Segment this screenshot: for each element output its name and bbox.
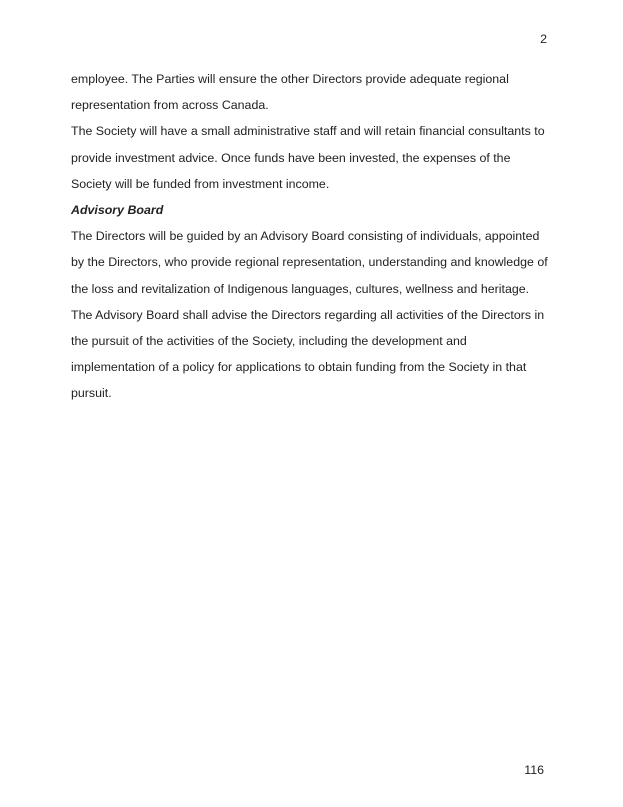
text-line: representation from across Canada. [71, 98, 269, 113]
text-line: pursuit. [71, 386, 112, 401]
text-line: The Society will have a small administrative staff and will retain financial consultants to [71, 124, 545, 139]
text-line: employee. The Parties will ensure the other Directors provide adequate regional [71, 72, 509, 86]
section-heading-advisory-board [71, 197, 571, 223]
page-number-bottom: 116 [524, 763, 544, 777]
text-line: the loss and revitalization of Indigenous languages, cultures, wellness and heritage. [71, 281, 530, 296]
text-line: Society will be funded from investment income. [71, 176, 330, 191]
document-body [71, 66, 571, 406]
paragraph [71, 66, 571, 118]
section-heading-text: Advisory Board [71, 202, 164, 217]
text-line: the pursuit of the activities of the Society, including the development and [71, 333, 467, 348]
text-line: The Advisory Board shall advise the Directors regarding all activities of the Directors in [71, 307, 545, 322]
paragraph [71, 118, 571, 197]
text-line: implementation of a policy for applications to obtain funding from the Society in that [71, 360, 527, 375]
text-line: The Directors will be guided by an Advisory Board consisting of individuals, appointed [71, 229, 540, 244]
text-line: by the Directors, who provide regional representation, understanding and knowledge of [71, 255, 548, 270]
paragraph [71, 223, 571, 302]
text-line: provide investment advice. Once funds have been invested, the expenses of the [71, 150, 511, 165]
page-number-top: 2 [540, 32, 547, 46]
paragraph [71, 302, 571, 407]
